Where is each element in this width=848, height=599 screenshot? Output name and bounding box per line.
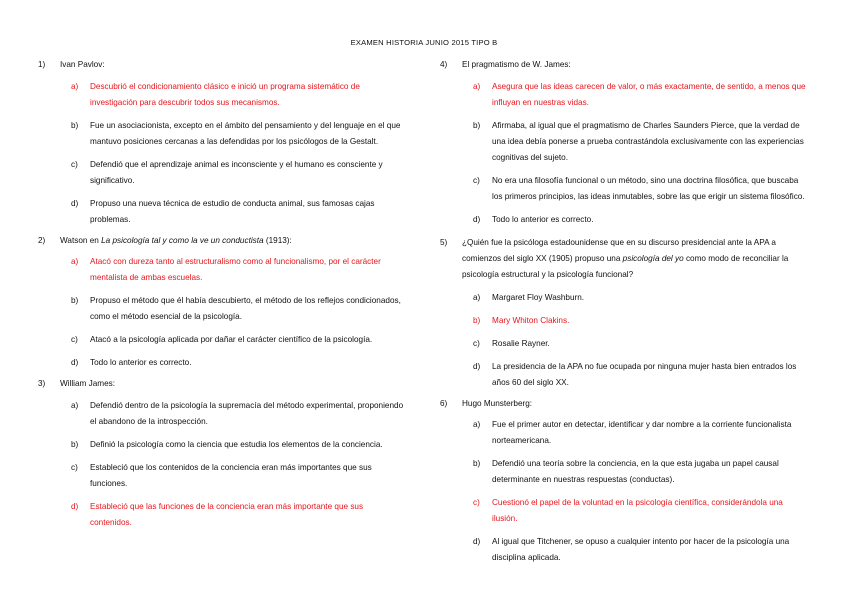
question-1 bbox=[38, 59, 410, 72]
right-column bbox=[440, 59, 812, 573]
option-letter: d) bbox=[473, 361, 481, 371]
question-1-option-b bbox=[38, 118, 410, 150]
question-text: William James: bbox=[60, 379, 116, 388]
question-text-post: (1913): bbox=[263, 235, 292, 245]
option-text: Afirmaba, al igual que el pragmatismo de Charles Saunders Pierce, que la verdad de una idea debía ponerse a prueba contrastándola exclusivamente con las experiencias cognitivas del sujeto. bbox=[492, 120, 804, 162]
option-letter: b) bbox=[473, 120, 481, 130]
question-2-option-c bbox=[38, 332, 410, 348]
option-letter: c) bbox=[473, 498, 480, 507]
option-text: Fue el primer autor en detectar, identificar y dar nombre a la corriente funcionalista norteamericana. bbox=[492, 420, 792, 445]
question-4-option-b bbox=[440, 118, 812, 166]
option-text: Estableció que las funciones de la conciencia eran más importante que sus contenidos. bbox=[90, 501, 364, 527]
question-3-option-a bbox=[38, 398, 410, 430]
option-letter: a) bbox=[71, 400, 79, 410]
question-text-post: como modo de reconciliar la psicología estructural y la psicología funcional? bbox=[462, 253, 789, 279]
question-text-pre: Watson en bbox=[60, 235, 102, 245]
option-text: Defendió dentro de la psicología la supremacía del método experimental, proponiendo el abandono de la introspección. bbox=[90, 400, 404, 426]
question-number: 3) bbox=[38, 379, 46, 388]
question-1-option-c bbox=[38, 157, 410, 189]
option-letter: b) bbox=[473, 459, 481, 468]
question-5-option-c bbox=[440, 336, 812, 352]
option-text: Propuso el método que él había descubierto, el método de los reflejos condicionados, como el método esencial de la psicología. bbox=[90, 296, 401, 321]
option-letter: c) bbox=[473, 338, 480, 348]
question-4 bbox=[440, 59, 812, 72]
question-number: 4) bbox=[440, 60, 448, 69]
question-5-option-d bbox=[440, 359, 812, 391]
option-letter: d) bbox=[473, 537, 481, 546]
question-5 bbox=[440, 235, 812, 283]
question-4-option-d bbox=[440, 212, 812, 228]
option-text: Atacó a la psicología aplicada por dañar el carácter científico de la psicología. bbox=[90, 335, 373, 344]
left-column bbox=[38, 59, 410, 538]
option-text: Asegura que las ideas carecen de valor, o más exactamente, de sentido, a menos que influyan en nuestras vidas. bbox=[492, 81, 806, 107]
option-letter: c) bbox=[71, 462, 78, 472]
question-2-option-b bbox=[38, 293, 410, 325]
question-6-option-a bbox=[440, 417, 812, 449]
option-letter: c) bbox=[71, 335, 78, 344]
option-text: Estableció que los contenidos de la conciencia eran más importantes que sus funciones. bbox=[90, 462, 372, 488]
question-2 bbox=[38, 235, 410, 248]
question-number: 5) bbox=[440, 237, 448, 247]
question-number: 2) bbox=[38, 235, 46, 245]
question-6 bbox=[440, 398, 812, 411]
option-letter: c) bbox=[71, 159, 78, 169]
question-6-option-b bbox=[440, 456, 812, 488]
question-3-option-b bbox=[38, 437, 410, 453]
option-text: Atacó con dureza tanto al estructuralismo como al funcionalismo, por el carácter mentalista de ambas escuelas. bbox=[90, 257, 381, 282]
exam-title: EXAMEN HISTORIA JUNIO 2015 TIPO B bbox=[350, 38, 498, 47]
option-text: Definió la psicología como la ciencia que estudia los elementos de la conciencia. bbox=[90, 439, 383, 449]
option-text: Rosalie Rayner. bbox=[492, 338, 550, 348]
option-text: No era una filosofía funcional o un método, sino una doctrina filosófica, que buscaba los primeros principios, las ideas inmutables, sobre las que erigir un sistema filosófico. bbox=[492, 175, 805, 201]
work-title: La psicología tal y como la ve un conductista bbox=[101, 235, 264, 245]
option-letter: d) bbox=[473, 214, 481, 224]
option-text: Margaret Floy Washburn. bbox=[492, 292, 585, 302]
option-text: Fue un asociacionista, excepto en el ámbito del pensamiento y del lenguaje en el que mantuvo posiciones cercanas a las defendidas por los psicólogos de la Gestalt. bbox=[90, 120, 401, 146]
option-letter: a) bbox=[473, 420, 481, 429]
question-2-option-a bbox=[38, 254, 410, 286]
italic-term: psicología del yo bbox=[622, 253, 684, 263]
option-letter: b) bbox=[71, 439, 79, 449]
option-text: Descubrió el condicionamiento clásico e inició un programa sistemático de investigación para descubrir todos sus mecanismos. bbox=[90, 81, 360, 107]
question-number: 6) bbox=[440, 398, 448, 408]
option-letter: d) bbox=[71, 358, 79, 367]
question-6-option-d bbox=[440, 534, 812, 566]
question-1-option-d bbox=[38, 196, 410, 228]
question-text: Ivan Pavlov: bbox=[60, 60, 105, 69]
question-2-option-d bbox=[38, 355, 410, 371]
option-letter: b) bbox=[71, 120, 79, 130]
option-letter: c) bbox=[473, 175, 480, 185]
question-4-option-c bbox=[440, 173, 812, 205]
question-text: Hugo Munsterberg: bbox=[462, 398, 533, 408]
option-text: Defendió una teoría sobre la conciencia, en la que esta jugaba un papel causal determinante en nuestras respuestas (conductas). bbox=[492, 459, 779, 484]
option-text: Defendió que el aprendizaje animal es inconsciente y el humano es consciente y significativo. bbox=[90, 159, 383, 185]
question-text: El pragmatismo de W. James: bbox=[462, 60, 571, 69]
question-5-option-b bbox=[440, 313, 812, 329]
question-text bbox=[60, 235, 410, 248]
option-text: Mary Whiton Clakins. bbox=[492, 315, 570, 325]
question-3-option-d bbox=[38, 499, 410, 531]
option-letter: a) bbox=[473, 292, 481, 302]
option-letter: d) bbox=[71, 198, 79, 208]
option-text: Al igual que Titchener, se opuso a cualquier intento por hacer de la psicología una disciplina aplicada. bbox=[492, 537, 790, 562]
question-4-option-a bbox=[440, 79, 812, 111]
option-letter: b) bbox=[473, 315, 481, 325]
option-letter: b) bbox=[71, 296, 79, 305]
option-text: Cuestionó el papel de la voluntad en la psicología científica, considerándola una ilusión. bbox=[492, 498, 783, 523]
question-3 bbox=[38, 378, 410, 391]
question-5-option-a bbox=[440, 290, 812, 306]
question-text-pre: ¿Quién fue la psicóloga estadounidense que en su discurso presidencial ante la APA a comienzos del siglo XX (1905) propuso una bbox=[462, 237, 776, 263]
option-text: Propuso una nueva técnica de estudio de conducta animal, sus famosas cajas problemas. bbox=[90, 198, 375, 224]
option-letter: a) bbox=[473, 81, 481, 91]
option-text: La presidencia de la APA no fue ocupada por ninguna mujer hasta bien entrados los años 60 del siglo XX. bbox=[492, 361, 797, 387]
option-letter: a) bbox=[71, 257, 79, 266]
option-text: Todo lo anterior es correcto. bbox=[90, 358, 192, 367]
question-1-option-a bbox=[38, 79, 410, 111]
option-text: Todo lo anterior es correcto. bbox=[492, 214, 594, 224]
option-letter: d) bbox=[71, 501, 79, 511]
question-3-option-c bbox=[38, 460, 410, 492]
question-6-option-c bbox=[440, 495, 812, 527]
option-letter: a) bbox=[71, 81, 79, 91]
question-number: 1) bbox=[38, 60, 46, 69]
question-text bbox=[462, 235, 812, 283]
